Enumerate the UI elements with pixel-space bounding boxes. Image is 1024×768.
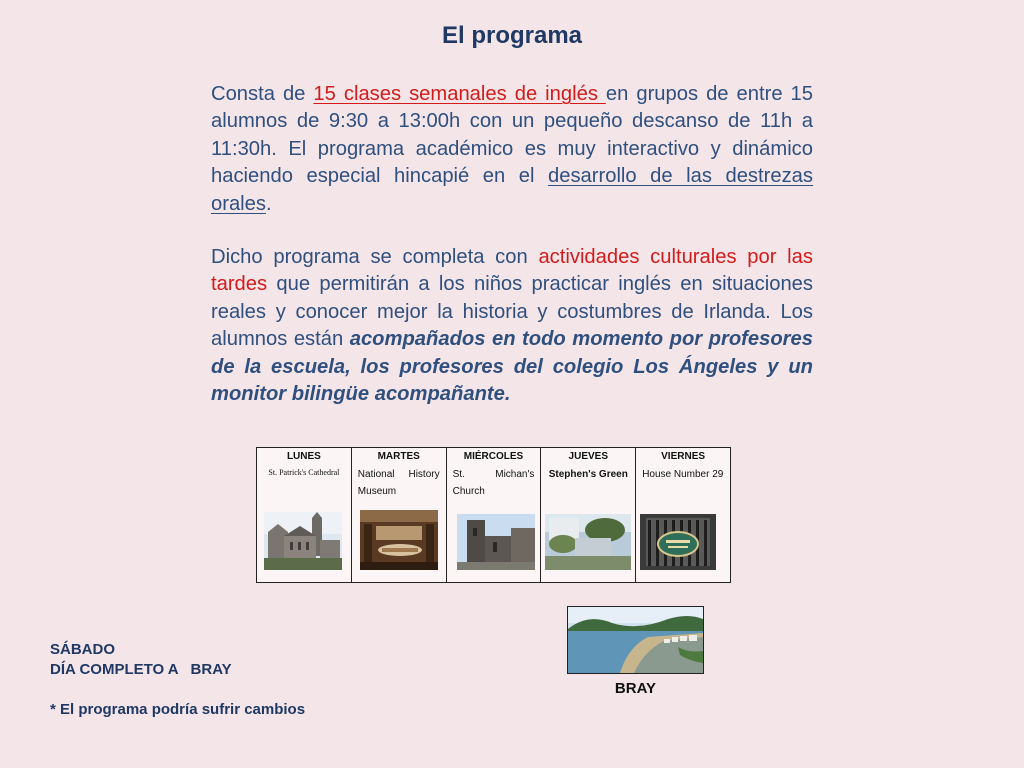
house-photo	[640, 514, 716, 570]
program-description	[211, 81, 813, 218]
page-title: El programa	[441, 22, 583, 49]
schedule-cell-friday	[636, 448, 731, 583]
p1-text-3: .	[265, 192, 272, 215]
bray-landscape-image	[568, 607, 703, 673]
p2-emphasis: acompañados en todo momento por profesores de la escuela, los profesores del colegio Los Ángeles y un monitor bilingüe acompañante.	[211, 328, 813, 406]
day-label: VIERNES	[661, 451, 706, 462]
church-photo	[457, 514, 535, 570]
schedule-cell-monday	[257, 448, 352, 583]
place-label: St. Patrick's Cathedral	[268, 468, 340, 477]
saturday-label: SÁBADO	[50, 641, 116, 658]
schedule-cell-tuesday	[351, 448, 446, 583]
p2-text-1: Dicho programa se completa con	[211, 246, 539, 268]
park-photo	[545, 514, 631, 570]
day-label: MARTES	[377, 451, 420, 462]
p1-highlight: 15 clases semanales de inglés	[313, 83, 606, 105]
schedule-cell-thursday	[541, 448, 636, 583]
place-label: House Number 29	[642, 469, 724, 480]
place-label: National History Museum	[357, 469, 440, 497]
p1-text-1: Consta de	[211, 83, 314, 105]
p2-text-2: que permitirán a los niños practicar inglés en situaciones reales y conocer mejor la historia y costumbres de Irlanda. Los alumnos están	[211, 273, 813, 351]
saturday-detail: DÍA COMPLETO A BRAY	[50, 661, 232, 678]
place-label: Stephen's Green	[548, 469, 628, 480]
p1-text-2: en grupos de entre 15 alumnos de 9:30 a 13:00h con un pequeño descanso de 11h a 11:30h. El programa académico es muy interactivo y dinámico haciendo especial hincapié en el	[211, 83, 813, 188]
activities-description	[211, 244, 813, 408]
saturday-info	[50, 640, 232, 680]
museum-photo	[360, 510, 438, 570]
p2-highlight: actividades culturales por las tardes	[211, 246, 813, 296]
schedule-cell-wednesday	[446, 448, 541, 583]
bray-label: BRAY	[614, 680, 657, 697]
day-label: LUNES	[286, 451, 321, 462]
place-label: St. Michan's Church	[452, 469, 535, 497]
weekly-schedule-table	[256, 447, 731, 583]
day-label: JUEVES	[568, 451, 609, 462]
bray-photo	[567, 606, 704, 674]
p1-underlined: desarrollo de las destrezas orales	[211, 165, 813, 215]
disclaimer-note: * El programa podría sufrir cambios	[50, 701, 306, 718]
day-label: MIÉRCOLES	[463, 451, 524, 462]
cathedral-photo	[264, 512, 342, 570]
